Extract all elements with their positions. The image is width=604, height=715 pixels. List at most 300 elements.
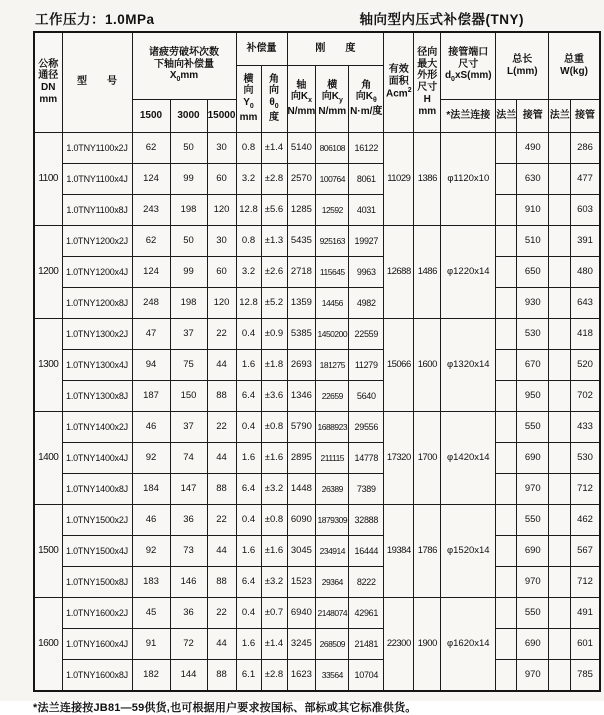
header-length-flange: 法兰 xyxy=(496,99,517,132)
kx-cell: 5385 xyxy=(287,318,316,349)
effective-area-cell: 11029 xyxy=(384,132,414,225)
x1500-cell: 183 xyxy=(132,566,170,597)
length-flange-cell xyxy=(496,318,517,349)
header-effective-area: 有效 面积 Acm$^2$ xyxy=(384,32,414,132)
ky-cell: 12592 xyxy=(316,194,349,225)
x3000-cell: 36 xyxy=(170,597,207,628)
length-pipe-cell: 630 xyxy=(517,163,549,194)
x3000-cell: 147 xyxy=(170,473,207,504)
model-cell: 1.0TNY1200x4J xyxy=(62,256,132,287)
x3000-cell: 50 xyxy=(170,225,207,256)
weight-pipe-cell: 530 xyxy=(571,442,600,473)
ky-cell: 100764 xyxy=(316,163,349,194)
length-pipe-cell: 490 xyxy=(517,132,549,163)
weight-pipe-cell: 643 xyxy=(571,287,600,318)
table-row xyxy=(34,659,600,691)
effective-area-cell: 12688 xyxy=(384,225,414,318)
ktheta-cell: 4031 xyxy=(349,194,384,225)
ky-cell: 1450200 xyxy=(316,318,349,349)
header-total-length: 总长 L(mm) xyxy=(496,32,549,99)
x3000-cell: 99 xyxy=(170,256,207,287)
weight-flange-cell xyxy=(549,628,571,659)
model-cell: 1.0TNY1300x2J xyxy=(62,318,132,349)
port-size-cell: φ1520x14 xyxy=(441,504,496,597)
dn-cell: 1200 xyxy=(34,225,62,318)
weight-pipe-cell: 433 xyxy=(571,411,600,442)
model-cell: 1.0TNY1200x2J xyxy=(62,225,132,256)
x1500-cell: 46 xyxy=(132,411,170,442)
weight-pipe-cell: 702 xyxy=(571,380,600,411)
angular-theta-cell: ±3.6 xyxy=(261,380,287,411)
model-cell: 1.0TNY1500x4J xyxy=(62,535,132,566)
length-pipe-cell: 970 xyxy=(517,566,549,597)
length-pipe-cell: 690 xyxy=(517,442,549,473)
effective-area-cell: 19384 xyxy=(384,504,414,597)
angular-theta-cell: ±1.4 xyxy=(261,628,287,659)
x1500-cell: 248 xyxy=(132,287,170,318)
header-fatigue-title: 诸疲劳破坏次数 下轴向补偿量 $X_0mm$ xyxy=(132,32,236,99)
effective-area-cell: 15066 xyxy=(384,318,414,411)
ktheta-cell: 9963 xyxy=(349,256,384,287)
table-row xyxy=(34,535,600,566)
model-cell: 1.0TNY1100x2J xyxy=(62,132,132,163)
weight-pipe-cell: 418 xyxy=(571,318,600,349)
length-flange-cell xyxy=(496,659,517,691)
weight-pipe-cell: 785 xyxy=(571,659,600,691)
weight-pipe-cell: 477 xyxy=(571,163,600,194)
length-pipe-cell: 530 xyxy=(517,318,549,349)
model-cell: 1.0TNY1400x2J xyxy=(62,411,132,442)
lateral-y0-cell: 0.4 xyxy=(236,411,261,442)
lateral-y0-cell: 6.4 xyxy=(236,566,261,597)
model-cell: 1.0TNY1300x8J xyxy=(62,380,132,411)
length-flange-cell xyxy=(496,411,517,442)
header-cycle-15000: 15000 xyxy=(207,99,236,132)
lateral-y0-cell: 3.2 xyxy=(236,163,261,194)
weight-pipe-cell: 712 xyxy=(571,566,600,597)
x15000-cell: 22 xyxy=(207,597,236,628)
header-model: 型 号 xyxy=(62,32,132,132)
table-row xyxy=(34,504,600,535)
x3000-cell: 146 xyxy=(170,566,207,597)
kx-cell: 1448 xyxy=(287,473,316,504)
working-pressure-label: 工作压力：1.0MPa xyxy=(35,12,155,27)
header-flange-connect: *法兰连接 xyxy=(441,99,496,132)
ktheta-cell: 14778 xyxy=(349,442,384,473)
x15000-cell: 44 xyxy=(207,535,236,566)
weight-flange-cell xyxy=(549,163,571,194)
dn-cell: 1400 xyxy=(34,411,62,504)
x1500-cell: 92 xyxy=(132,442,170,473)
x1500-cell: 124 xyxy=(132,163,170,194)
x1500-cell: 243 xyxy=(132,194,170,225)
header-ky: 横 向$K_y$ N/mm xyxy=(316,65,349,132)
x1500-cell: 46 xyxy=(132,504,170,535)
weight-flange-cell xyxy=(549,535,571,566)
effective-area-cell: 17320 xyxy=(384,411,414,504)
ky-cell: 26389 xyxy=(316,473,349,504)
x1500-cell: 91 xyxy=(132,628,170,659)
length-flange-cell xyxy=(496,132,517,163)
x3000-cell: 72 xyxy=(170,628,207,659)
dn-cell: 1300 xyxy=(34,318,62,411)
length-pipe-cell: 910 xyxy=(517,194,549,225)
x15000-cell: 22 xyxy=(207,318,236,349)
length-pipe-cell: 970 xyxy=(517,659,549,691)
x15000-cell: 88 xyxy=(207,659,236,691)
lateral-y0-cell: 6.4 xyxy=(236,380,261,411)
weight-flange-cell xyxy=(549,566,571,597)
length-pipe-cell: 930 xyxy=(517,287,549,318)
model-cell: 1.0TNY1100x4J xyxy=(62,163,132,194)
x15000-cell: 120 xyxy=(207,287,236,318)
x15000-cell: 88 xyxy=(207,473,236,504)
length-flange-cell xyxy=(496,194,517,225)
header-cycle-3000: 3000 xyxy=(170,99,207,132)
x1500-cell: 62 xyxy=(132,132,170,163)
x15000-cell: 44 xyxy=(207,349,236,380)
table-row xyxy=(34,442,600,473)
table-row xyxy=(34,225,600,256)
table-row xyxy=(34,287,600,318)
kx-cell: 1285 xyxy=(287,194,316,225)
weight-flange-cell xyxy=(549,256,571,287)
header-weight-flange: 法兰 xyxy=(549,99,571,132)
x15000-cell: 60 xyxy=(207,163,236,194)
header-compensation: 补偿量 xyxy=(236,32,287,65)
ky-cell: 211115 xyxy=(316,442,349,473)
model-cell: 1.0TNY1100x8J xyxy=(62,194,132,225)
header-weight-pipe: 接管 xyxy=(571,99,600,132)
x1500-cell: 124 xyxy=(132,256,170,287)
weight-flange-cell xyxy=(549,132,571,163)
ktheta-cell: 10704 xyxy=(349,659,384,691)
weight-flange-cell xyxy=(549,504,571,535)
length-flange-cell xyxy=(496,535,517,566)
angular-theta-cell: ±0.7 xyxy=(261,597,287,628)
kx-cell: 6940 xyxy=(287,597,316,628)
length-flange-cell xyxy=(496,256,517,287)
weight-pipe-cell: 567 xyxy=(571,535,600,566)
model-cell: 1.0TNY1300x4J xyxy=(62,349,132,380)
length-flange-cell xyxy=(496,566,517,597)
ky-cell: 268509 xyxy=(316,628,349,659)
table-row xyxy=(34,132,600,163)
weight-pipe-cell: 480 xyxy=(571,256,600,287)
length-pipe-cell: 550 xyxy=(517,504,549,535)
ktheta-cell: 32888 xyxy=(349,504,384,535)
angular-theta-cell: ±1.4 xyxy=(261,132,287,163)
ktheta-cell: 4982 xyxy=(349,287,384,318)
radial-h-cell: 1486 xyxy=(414,225,441,318)
header-lateral: 横 向 $Y_0$ mm xyxy=(236,65,261,132)
x3000-cell: 37 xyxy=(170,318,207,349)
x1500-cell: 187 xyxy=(132,380,170,411)
weight-flange-cell xyxy=(549,442,571,473)
title-bar xyxy=(0,0,604,31)
table-row xyxy=(34,411,600,442)
ky-cell: 14456 xyxy=(316,287,349,318)
header-radial-size: 径向 最大 外形 尺寸 H mm xyxy=(414,32,441,132)
length-pipe-cell: 650 xyxy=(517,256,549,287)
kx-cell: 5435 xyxy=(287,225,316,256)
x3000-cell: 74 xyxy=(170,442,207,473)
radial-h-cell: 1700 xyxy=(414,411,441,504)
lateral-y0-cell: 0.4 xyxy=(236,318,261,349)
lateral-y0-cell: 3.2 xyxy=(236,256,261,287)
model-cell: 1.0TNY1400x4J xyxy=(62,442,132,473)
header-angular: 角 向 $\theta_0$ 度 xyxy=(261,65,287,132)
x15000-cell: 30 xyxy=(207,225,236,256)
model-cell: 1.0TNY1600x8J xyxy=(62,659,132,691)
ktheta-cell: 22559 xyxy=(349,318,384,349)
weight-flange-cell xyxy=(549,287,571,318)
length-flange-cell xyxy=(496,597,517,628)
radial-h-cell: 1900 xyxy=(414,597,441,691)
angular-theta-cell: ±3.2 xyxy=(261,473,287,504)
ktheta-cell: 29556 xyxy=(349,411,384,442)
port-size-cell: φ1120x10 xyxy=(441,132,496,225)
weight-flange-cell xyxy=(549,318,571,349)
length-flange-cell xyxy=(496,442,517,473)
x3000-cell: 37 xyxy=(170,411,207,442)
header-total-weight: 总重 W(kg) xyxy=(549,32,600,99)
length-pipe-cell: 550 xyxy=(517,597,549,628)
kx-cell: 1346 xyxy=(287,380,316,411)
weight-pipe-cell: 712 xyxy=(571,473,600,504)
port-size-cell: φ1220x14 xyxy=(441,225,496,318)
kx-cell: 2693 xyxy=(287,349,316,380)
kx-cell: 2895 xyxy=(287,442,316,473)
length-flange-cell xyxy=(496,380,517,411)
lateral-y0-cell: 0.4 xyxy=(236,504,261,535)
lateral-y0-cell: 6.1 xyxy=(236,659,261,691)
ky-cell: 2148074 xyxy=(316,597,349,628)
header-port-size: 接管端口 尺寸 $d_0xS(mm)$ xyxy=(441,32,496,99)
table-row xyxy=(34,473,600,504)
ktheta-cell: 11279 xyxy=(349,349,384,380)
length-flange-cell xyxy=(496,504,517,535)
length-pipe-cell: 950 xyxy=(517,380,549,411)
x15000-cell: 44 xyxy=(207,628,236,659)
weight-pipe-cell: 462 xyxy=(571,504,600,535)
lateral-y0-cell: 6.4 xyxy=(236,473,261,504)
weight-flange-cell xyxy=(549,380,571,411)
table-row xyxy=(34,380,600,411)
angular-theta-cell: ±2.6 xyxy=(261,256,287,287)
x15000-cell: 88 xyxy=(207,566,236,597)
radial-h-cell: 1386 xyxy=(414,132,441,225)
angular-theta-cell: ±5.2 xyxy=(261,287,287,318)
footnote: *法兰连接按JB81—59供货,也可根据用户要求按国标、部标或其它标准供货。 xyxy=(33,701,417,714)
kx-cell: 3045 xyxy=(287,535,316,566)
ktheta-cell: 16444 xyxy=(349,535,384,566)
ktheta-cell: 7389 xyxy=(349,473,384,504)
x1500-cell: 184 xyxy=(132,473,170,504)
x3000-cell: 198 xyxy=(170,287,207,318)
x3000-cell: 36 xyxy=(170,504,207,535)
ky-cell: 234914 xyxy=(316,535,349,566)
port-size-cell: φ1320x14 xyxy=(441,318,496,411)
length-flange-cell xyxy=(496,163,517,194)
header-cycle-1500: 1500 xyxy=(132,99,170,132)
ktheta-cell: 21481 xyxy=(349,628,384,659)
weight-pipe-cell: 603 xyxy=(571,194,600,225)
length-pipe-cell: 690 xyxy=(517,535,549,566)
length-flange-cell xyxy=(496,628,517,659)
angular-theta-cell: ±3.2 xyxy=(261,566,287,597)
length-flange-cell xyxy=(496,349,517,380)
kx-cell: 5140 xyxy=(287,132,316,163)
model-cell: 1.0TNY1500x8J xyxy=(62,566,132,597)
weight-flange-cell xyxy=(549,225,571,256)
lateral-y0-cell: 0.8 xyxy=(236,225,261,256)
length-pipe-cell: 670 xyxy=(517,349,549,380)
angular-theta-cell: ±2.8 xyxy=(261,163,287,194)
ky-cell: 181275 xyxy=(316,349,349,380)
ky-cell: 806108 xyxy=(316,132,349,163)
x3000-cell: 144 xyxy=(170,659,207,691)
lateral-y0-cell: 0.4 xyxy=(236,597,261,628)
angular-theta-cell: ±1.3 xyxy=(261,225,287,256)
ky-cell: 22659 xyxy=(316,380,349,411)
x3000-cell: 73 xyxy=(170,535,207,566)
ktheta-cell: 19927 xyxy=(349,225,384,256)
kx-cell: 1359 xyxy=(287,287,316,318)
x3000-cell: 198 xyxy=(170,194,207,225)
ky-cell: 29364 xyxy=(316,566,349,597)
x1500-cell: 92 xyxy=(132,535,170,566)
angular-theta-cell: ±1.6 xyxy=(261,535,287,566)
kx-cell: 6090 xyxy=(287,504,316,535)
x15000-cell: 44 xyxy=(207,442,236,473)
x3000-cell: 50 xyxy=(170,132,207,163)
x15000-cell: 120 xyxy=(207,194,236,225)
length-flange-cell xyxy=(496,473,517,504)
weight-flange-cell xyxy=(549,194,571,225)
weight-pipe-cell: 520 xyxy=(571,349,600,380)
x15000-cell: 88 xyxy=(207,380,236,411)
header-row-1 xyxy=(34,32,600,65)
table-row xyxy=(34,349,600,380)
angular-theta-cell: ±0.8 xyxy=(261,504,287,535)
angular-theta-cell: ±5.6 xyxy=(261,194,287,225)
x15000-cell: 60 xyxy=(207,256,236,287)
model-cell: 1.0TNY1500x2J xyxy=(62,504,132,535)
kx-cell: 5790 xyxy=(287,411,316,442)
model-cell: 1.0TNY1400x8J xyxy=(62,473,132,504)
table-row xyxy=(34,163,600,194)
angular-theta-cell: ±1.8 xyxy=(261,349,287,380)
x3000-cell: 99 xyxy=(170,163,207,194)
angular-theta-cell: ±1.6 xyxy=(261,442,287,473)
header-dn: 公称 通径 DN mm xyxy=(34,32,62,132)
ky-cell: 1688923 xyxy=(316,411,349,442)
kx-cell: 3245 xyxy=(287,628,316,659)
weight-pipe-cell: 491 xyxy=(571,597,600,628)
weight-flange-cell xyxy=(549,659,571,691)
dn-cell: 1600 xyxy=(34,597,62,691)
model-cell: 1.0TNY1600x4J xyxy=(62,628,132,659)
lateral-y0-cell: 0.8 xyxy=(236,132,261,163)
model-cell: 1.0TNY1600x2J xyxy=(62,597,132,628)
angular-theta-cell: ±0.8 xyxy=(261,411,287,442)
header-kx: 轴 向$K_x$ N/mm xyxy=(287,65,316,132)
header-length-pipe: 接管 xyxy=(517,99,549,132)
ktheta-cell: 8222 xyxy=(349,566,384,597)
angular-theta-cell: ±0.9 xyxy=(261,318,287,349)
table-row xyxy=(34,318,600,349)
lateral-y0-cell: 1.6 xyxy=(236,628,261,659)
x1500-cell: 62 xyxy=(132,225,170,256)
length-pipe-cell: 970 xyxy=(517,473,549,504)
header-ktheta: 角 向$K_\theta$ N·m/度 xyxy=(349,65,384,132)
kx-cell: 2570 xyxy=(287,163,316,194)
header-stiffness: 刚 度 xyxy=(287,32,384,65)
length-pipe-cell: 690 xyxy=(517,628,549,659)
port-size-cell: φ1420x14 xyxy=(441,411,496,504)
ky-cell: 925163 xyxy=(316,225,349,256)
weight-pipe-cell: 601 xyxy=(571,628,600,659)
lateral-y0-cell: 12.8 xyxy=(236,287,261,318)
lateral-y0-cell: 1.6 xyxy=(236,349,261,380)
lateral-y0-cell: 1.6 xyxy=(236,442,261,473)
length-pipe-cell: 510 xyxy=(517,225,549,256)
radial-h-cell: 1600 xyxy=(414,318,441,411)
table-body xyxy=(34,132,600,691)
weight-pipe-cell: 391 xyxy=(571,225,600,256)
effective-area-cell: 22300 xyxy=(384,597,414,691)
kx-cell: 1623 xyxy=(287,659,316,691)
radial-h-cell: 1786 xyxy=(414,504,441,597)
angular-theta-cell: ±2.8 xyxy=(261,659,287,691)
ky-cell: 33564 xyxy=(316,659,349,691)
table-row xyxy=(34,566,600,597)
kx-cell: 2718 xyxy=(287,256,316,287)
ky-cell: 115645 xyxy=(316,256,349,287)
table-row xyxy=(34,194,600,225)
table-row xyxy=(34,597,600,628)
weight-flange-cell xyxy=(549,473,571,504)
port-size-cell: φ1620x14 xyxy=(441,597,496,691)
lateral-y0-cell: 12.8 xyxy=(236,194,261,225)
table-row xyxy=(34,256,600,287)
ktheta-cell: 16122 xyxy=(349,132,384,163)
x1500-cell: 47 xyxy=(132,318,170,349)
weight-pipe-cell: 286 xyxy=(571,132,600,163)
x15000-cell: 30 xyxy=(207,132,236,163)
lateral-y0-cell: 1.6 xyxy=(236,535,261,566)
x15000-cell: 22 xyxy=(207,411,236,442)
length-pipe-cell: 550 xyxy=(517,411,549,442)
ktheta-cell: 8061 xyxy=(349,163,384,194)
weight-flange-cell xyxy=(549,411,571,442)
length-flange-cell xyxy=(496,287,517,318)
x1500-cell: 94 xyxy=(132,349,170,380)
dn-cell: 1100 xyxy=(34,132,62,225)
x1500-cell: 45 xyxy=(132,597,170,628)
table-row xyxy=(34,628,600,659)
weight-flange-cell xyxy=(549,349,571,380)
x3000-cell: 150 xyxy=(170,380,207,411)
x1500-cell: 182 xyxy=(132,659,170,691)
model-cell: 1.0TNY1200x8J xyxy=(62,287,132,318)
spec-table xyxy=(33,31,601,692)
ktheta-cell: 42961 xyxy=(349,597,384,628)
x15000-cell: 22 xyxy=(207,504,236,535)
dn-cell: 1500 xyxy=(34,504,62,597)
ktheta-cell: 5640 xyxy=(349,380,384,411)
